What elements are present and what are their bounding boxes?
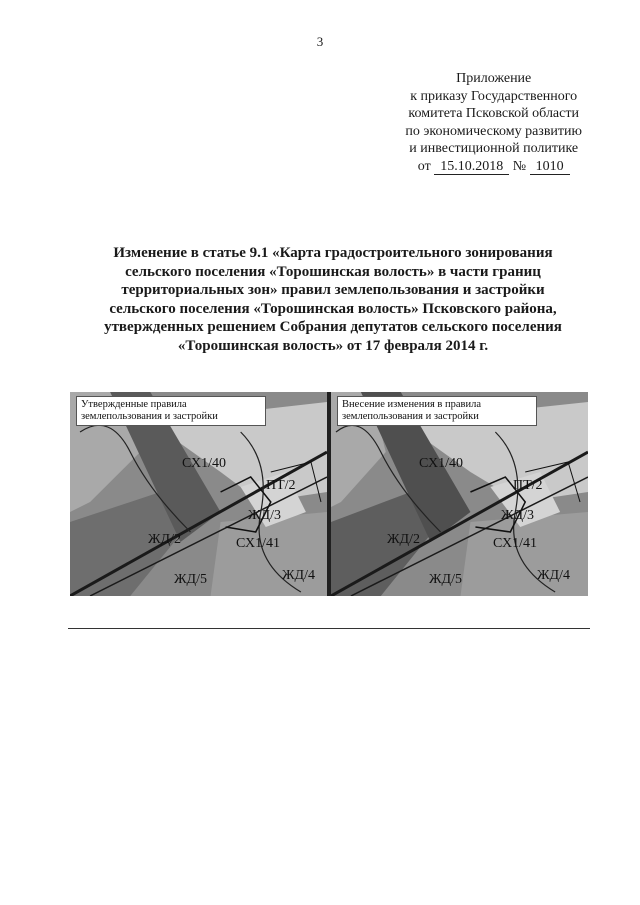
appendix-line: Приложение [456, 71, 532, 86]
zone-label: СХ1/41 [493, 536, 537, 551]
zone-label: ЖД/4 [537, 568, 570, 583]
document-title: Изменение в статье 9.1 «Карта градостроительного зонирования сельского поселения «Торошинская волость» в части границ территориальных зон» правил землепользования и застройки сельского поселения «Торошинская волость» Псковского района, утвержденных решением Собрания депутатов сельского поселения «Торошинская волость» от 17 февраля 2014 г. [104, 245, 562, 354]
zone-label: ЖД/2 [148, 532, 181, 547]
order-number: 1010 [530, 159, 570, 175]
map-caption: Внесение изменения в правила землепользования и застройки [337, 396, 537, 426]
appendix-line: к приказу Государственного [410, 88, 578, 104]
map-caption: Утвержденные правила землепользования и застройки [76, 396, 266, 426]
zone-label: ЖД/3 [501, 508, 534, 523]
zone-label: ЖД/5 [429, 572, 462, 587]
map-amended [331, 392, 588, 596]
zoning-map-comparison [70, 392, 588, 596]
appendix-line: по экономическому развитию [405, 123, 582, 139]
zone-label: СХ1/41 [236, 536, 280, 551]
appendix-line: комитета Псковской области [408, 106, 579, 121]
zone-label: ПТ/2 [513, 478, 543, 493]
appendix-block [405, 70, 582, 175]
number-sign: № [512, 158, 527, 174]
zone-label: СХ1/40 [182, 456, 226, 471]
zone-label: СХ1/40 [419, 456, 463, 471]
order-date: 15.10.2018 [434, 159, 509, 175]
zone-label: ЖД/4 [282, 568, 315, 583]
zone-label: ПТ/2 [266, 478, 296, 493]
map-approved [70, 392, 327, 596]
footer-divider [68, 628, 590, 629]
page-number: 3 [316, 34, 324, 49]
zone-label: ЖД/3 [248, 508, 281, 523]
zone-label: ЖД/2 [387, 532, 420, 547]
order-date-line [405, 158, 582, 176]
zone-label: ЖД/5 [174, 572, 207, 587]
appendix-line: и инвестиционной политике [409, 141, 579, 156]
date-prefix: от [417, 158, 431, 174]
